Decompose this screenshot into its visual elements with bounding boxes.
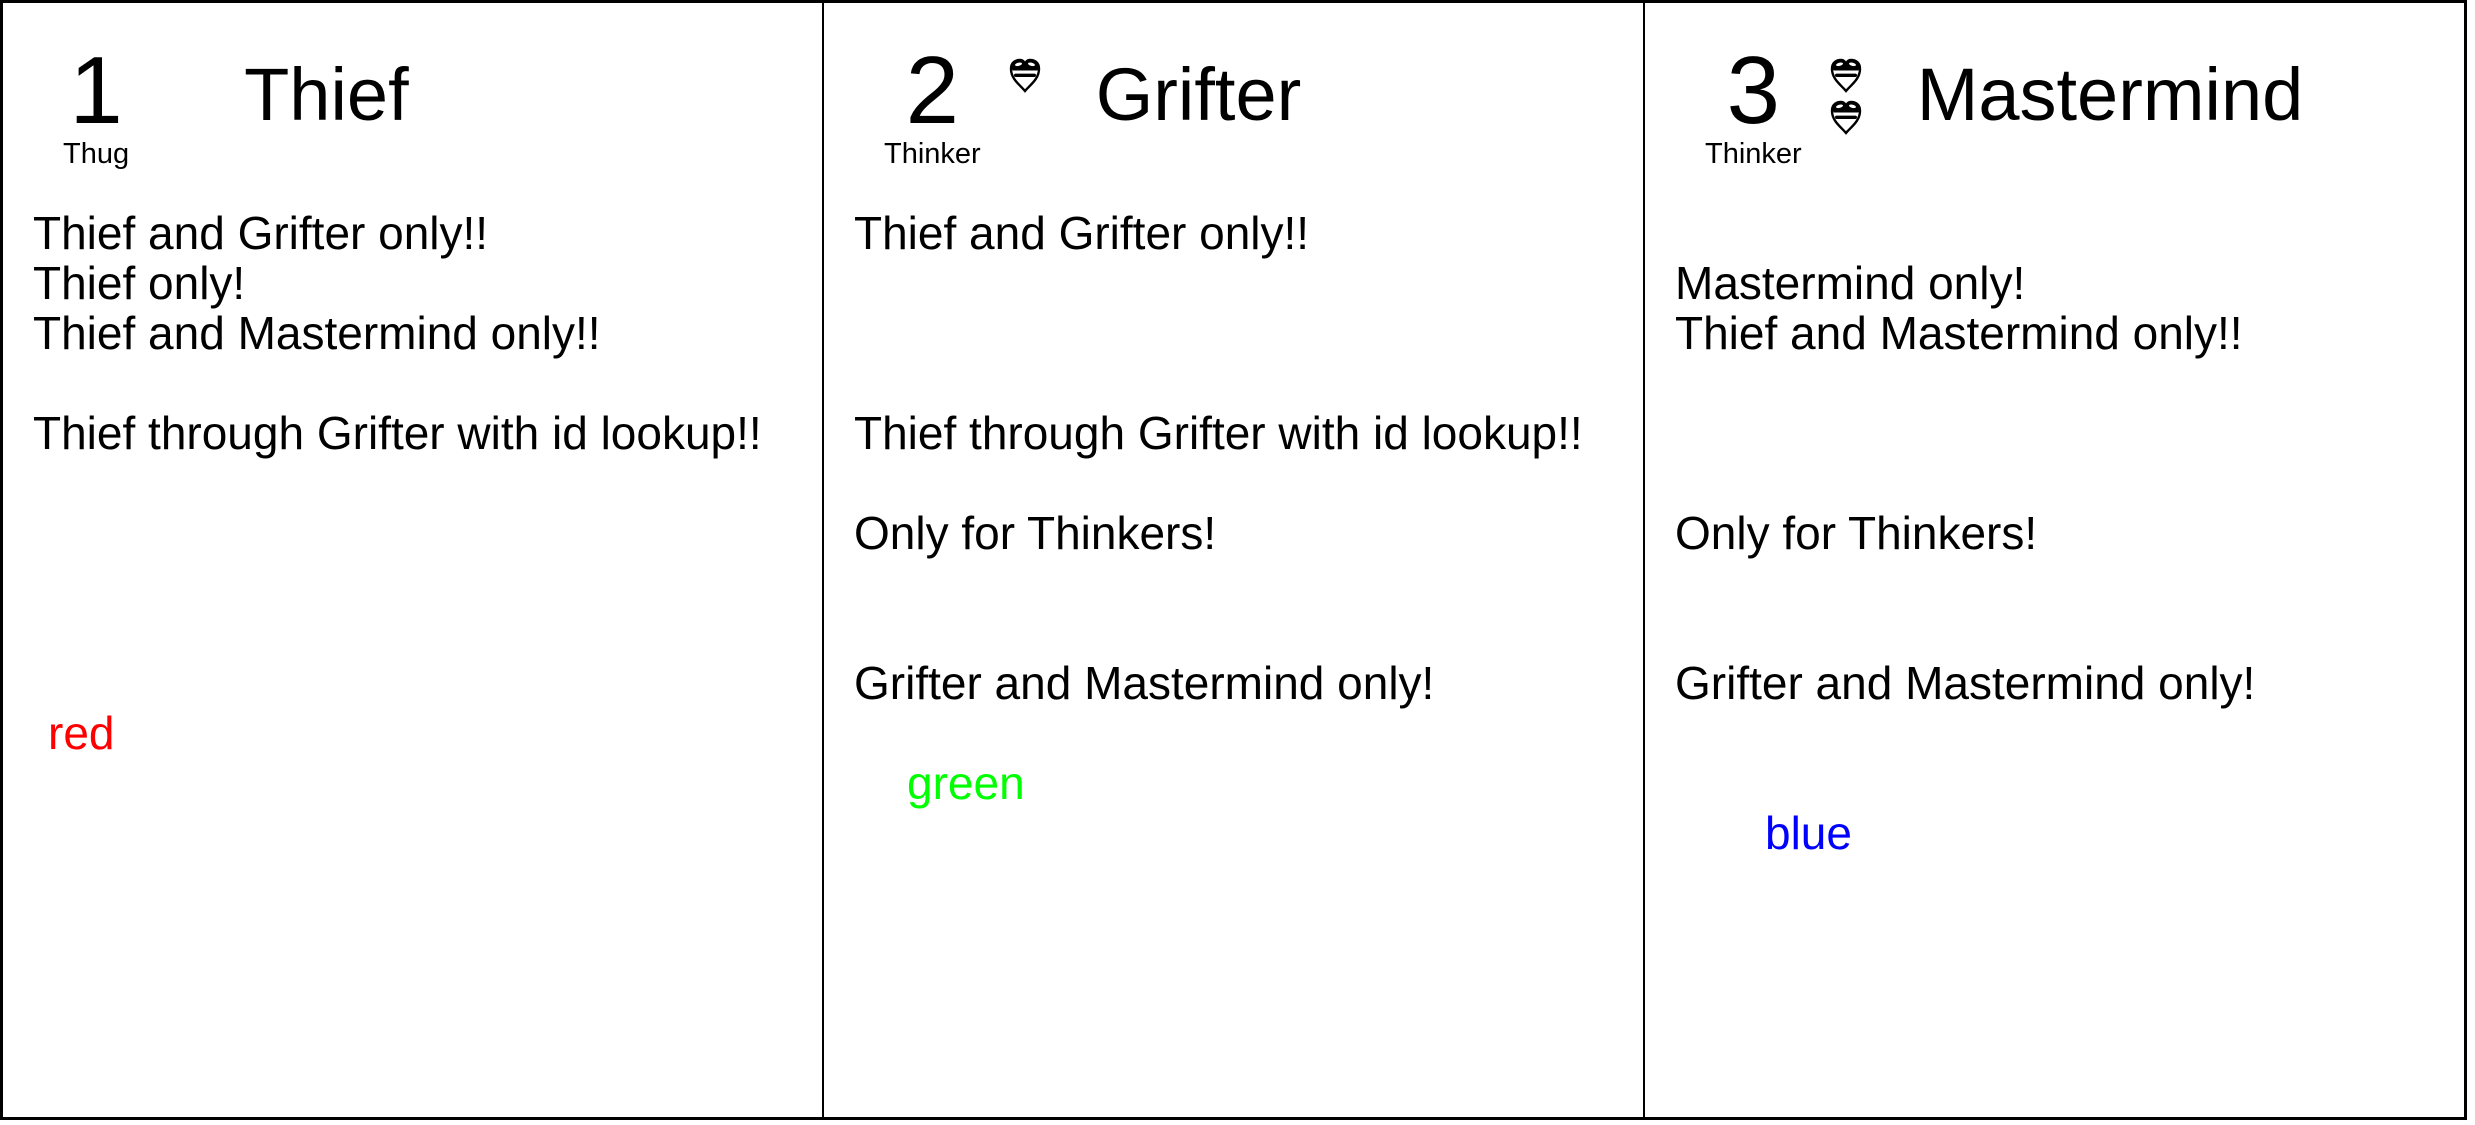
- panel-header: [884, 37, 1643, 208]
- character-number: 1: [69, 37, 123, 144]
- text-line: [1675, 608, 2464, 658]
- text-line: [33, 658, 822, 708]
- text-line: Thief through Grifter with id lookup!!: [33, 407, 762, 459]
- text-line: Thief and Mastermind only!!: [1675, 307, 2243, 359]
- text-line: [854, 458, 1643, 508]
- text-line: [33, 358, 822, 408]
- striped-heart-icon: [1830, 100, 1862, 136]
- panel-body: [824, 208, 1643, 858]
- text-line: [33, 608, 822, 658]
- text-line: [33, 758, 822, 808]
- character-type-label: Thinker: [1705, 138, 1802, 170]
- text-line: [33, 508, 822, 558]
- text-line: Mastermind only!: [1675, 257, 2026, 309]
- text-line: [1675, 708, 2464, 758]
- character-title: Mastermind: [1916, 53, 2304, 136]
- striped-heart-icon: [1830, 58, 1862, 94]
- text-line: [854, 808, 1643, 858]
- text-line: [1675, 758, 2464, 808]
- text-line: Only for Thinkers!: [1675, 507, 2038, 559]
- text-line: [854, 608, 1643, 658]
- text-line: [33, 458, 822, 508]
- hearts-column: [1009, 58, 1041, 94]
- character-type-label: Thinker: [884, 138, 981, 170]
- panel-header: [63, 37, 822, 208]
- panel-mastermind: [1643, 3, 2464, 1117]
- text-line: [33, 808, 822, 858]
- character-number-block: [884, 37, 981, 170]
- character-title: Grifter: [1095, 53, 1302, 136]
- text-line: [1675, 208, 2464, 258]
- text-line: Only for Thinkers!: [854, 507, 1217, 559]
- character-number: 2: [905, 37, 960, 144]
- panel-thief: [3, 3, 822, 1117]
- green-colored-text: green: [907, 757, 1025, 809]
- text-line: Thief and Grifter only!!: [33, 207, 489, 259]
- text-line: Thief and Mastermind only!!: [33, 307, 601, 359]
- panel-grifter: [822, 3, 1643, 1117]
- text-line: [33, 558, 822, 608]
- red-colored-text: red: [48, 707, 115, 759]
- text-line: [1675, 358, 2464, 408]
- text-line: Grifter and Mastermind only!: [1675, 657, 2256, 709]
- text-line: Thief and Grifter only!!: [854, 207, 1310, 259]
- striped-heart-icon: [1009, 58, 1041, 94]
- text-line: [854, 308, 1643, 358]
- character-title: Thief: [244, 53, 409, 136]
- text-line: [854, 258, 1643, 308]
- text-line: [854, 708, 1643, 758]
- blue-colored-text: blue: [1765, 807, 1852, 859]
- character-type-label: Thug: [63, 138, 130, 170]
- character-number-block: [1705, 37, 1802, 170]
- text-line: [854, 558, 1643, 608]
- text-line: [1675, 558, 2464, 608]
- text-line: [1675, 458, 2464, 508]
- panel-body: [1645, 208, 2464, 858]
- text-line: Thief only!: [33, 257, 246, 309]
- character-number: 3: [1726, 37, 1781, 144]
- text-line: Grifter and Mastermind only!: [854, 657, 1435, 709]
- text-line: Thief through Grifter with id lookup!!: [854, 407, 1583, 459]
- text-line: [854, 358, 1643, 408]
- character-number-block: [63, 37, 130, 170]
- hearts-column: [1830, 58, 1862, 136]
- text-line: [1675, 408, 2464, 458]
- panel-header: [1705, 37, 2464, 208]
- panel-body: [3, 208, 822, 858]
